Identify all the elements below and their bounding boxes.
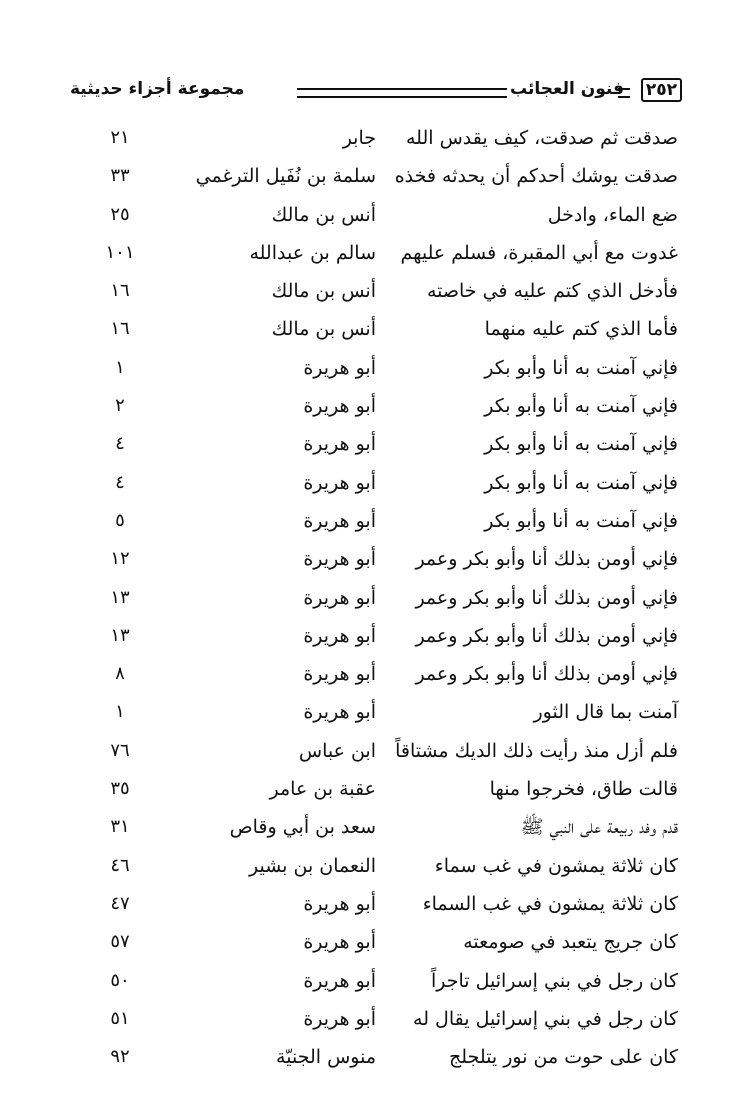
hadith-number: ٨: [115, 663, 125, 685]
hadith-number: ٩٢: [110, 1046, 130, 1068]
hadith-number: ١٣: [110, 586, 130, 608]
hadith-number: ٤٦: [110, 854, 130, 876]
hadith-opening-text: فإني أومن بذلك أنا وأبو بكر وعمر: [415, 586, 678, 609]
hadith-number: ٧٦: [110, 739, 130, 761]
hadith-number: ٢٥: [110, 203, 130, 225]
page-header: [70, 72, 682, 110]
index-row: [0, 502, 756, 540]
header-rule: [297, 88, 507, 98]
hadith-opening-text: كان ثلاثة يمشون في غب سماء: [434, 854, 678, 877]
narrator-name: أنس بن مالك: [271, 280, 376, 303]
hadith-opening-text: قدم وفد ربيعة على النبي ﷺ: [520, 816, 678, 839]
hadith-opening-text: كان ثلاثة يمشون في غب السماء: [422, 892, 678, 915]
hadith-number: ٥١: [110, 1007, 130, 1029]
narrator-name: ابن عباس: [298, 739, 376, 762]
hadith-number: ٢١: [110, 127, 130, 148]
hadith-number: ٢: [115, 395, 125, 417]
hadith-number: ٤: [115, 433, 125, 455]
hadith-number: ٥٧: [110, 931, 130, 953]
hadith-opening-text: فإني أومن بذلك أنا وأبو بكر وعمر: [415, 663, 678, 686]
hadith-number: ٣١: [110, 816, 130, 838]
index-row: [0, 617, 756, 655]
index-row: [0, 579, 756, 617]
hadith-number: ١٦: [110, 318, 130, 340]
index-row: [0, 923, 756, 961]
hadith-opening-text: كان جريج يتعبد في صومعته: [463, 931, 678, 954]
page-number: ٢٥٢: [641, 78, 682, 102]
hadith-number: ٥: [115, 509, 125, 531]
narrator-name: سالم بن عبدالله: [249, 241, 376, 264]
index-row: [0, 770, 756, 808]
narrator-name: جابر: [342, 127, 376, 149]
index-row: [0, 310, 756, 348]
hadith-number: ٥٠: [110, 969, 130, 991]
index-row: [0, 464, 756, 502]
narrator-name: أنس بن مالك: [271, 318, 376, 341]
hadith-opening-text: فإني آمنت به أنا وأبو بكر: [484, 509, 678, 532]
index-row: [0, 847, 756, 885]
index-row: [0, 196, 756, 234]
index-row: [0, 272, 756, 310]
hadith-opening-text: فإني أومن بذلك أنا وأبو بكر وعمر: [415, 624, 678, 647]
narrator-name: أبو هريرة: [303, 931, 376, 954]
hadith-opening-text: صدقت ثم صدقت، كيف يقدس الله: [405, 127, 678, 149]
index-row: [0, 119, 756, 157]
hadith-number: ١: [115, 701, 125, 723]
index-row: [0, 425, 756, 463]
narrator-name: أبو هريرة: [303, 1007, 376, 1030]
hadith-opening-text: ضع الماء، وادخل: [547, 203, 678, 226]
hadith-opening-text: فإني آمنت به أنا وأبو بكر: [484, 395, 678, 418]
hadith-opening-text: فإني آمنت به أنا وأبو بكر: [484, 356, 678, 379]
hadith-number: ١: [115, 356, 125, 378]
narrator-name: أبو هريرة: [303, 663, 376, 686]
hadith-opening-text: كان رجل في بني إسرائيل تاجراً: [430, 969, 678, 992]
hadith-opening-text: كان على حوت من نور يتلجلج: [449, 1046, 678, 1069]
hadith-opening-text: فإني آمنت به أنا وأبو بكر: [484, 471, 678, 494]
narrator-name: عقبة بن عامر: [269, 778, 376, 801]
narrator-name: سعد بن أبي وقاص: [229, 816, 376, 839]
hadith-opening-text: صدقت يوشك أحدكم أن يحدثه فخذه: [394, 165, 678, 188]
narrator-name: أبو هريرة: [303, 548, 376, 571]
index-row: [0, 157, 756, 195]
hadith-number: ١٦: [110, 280, 130, 302]
narrator-name: أبو هريرة: [303, 509, 376, 532]
index-row: [0, 1038, 756, 1076]
narrator-name: أبو هريرة: [303, 701, 376, 724]
index-row: [0, 732, 756, 770]
hadith-number: ١٢: [110, 548, 130, 570]
narrator-name: أبو هريرة: [303, 624, 376, 647]
narrator-name: أبو هريرة: [303, 471, 376, 494]
index-row: [0, 1000, 756, 1038]
narrator-name: أبو هريرة: [303, 586, 376, 609]
narrator-name: النعمان بن بشير: [249, 854, 376, 877]
index-row: [0, 808, 756, 846]
hadith-number: ١٣: [110, 624, 130, 646]
narrator-name: أبو هريرة: [303, 892, 376, 915]
hadith-opening-text: فإني آمنت به أنا وأبو بكر: [484, 433, 678, 456]
narrator-name: أبو هريرة: [303, 395, 376, 418]
index-row: [0, 962, 756, 1000]
narrator-name: أبو هريرة: [303, 969, 376, 992]
hadith-opening-text: غدوت مع أبي المقبرة، فسلم عليهم: [400, 241, 678, 264]
index-row: [0, 885, 756, 923]
hadith-number: ٤٧: [110, 892, 130, 914]
hadith-index-list: [0, 119, 756, 1076]
narrator-name: منوس الجنيّة: [276, 1046, 376, 1069]
index-row: [0, 655, 756, 693]
hadith-opening-text: كان رجل في بني إسرائيل يقال له: [413, 1007, 678, 1030]
narrator-name: أنس بن مالك: [271, 203, 376, 226]
hadith-opening-text: فلم أزل منذ رأيت ذلك الديك مشتاقاً: [395, 739, 678, 762]
narrator-name: أبو هريرة: [303, 433, 376, 456]
hadith-opening-text: فإني أومن بذلك أنا وأبو بكر وعمر: [415, 548, 678, 571]
book-title: فنون العجائب: [510, 79, 624, 99]
narrator-name: سلمة بن نُفَيل الترغمي: [195, 165, 376, 188]
index-row: [0, 693, 756, 731]
hadith-opening-text: آمنت بما قال الثور: [533, 701, 678, 724]
hadith-number: ٤: [115, 471, 125, 493]
narrator-name: أبو هريرة: [303, 356, 376, 379]
hadith-opening-text: قالت طاق، فخرجوا منها: [489, 778, 678, 801]
hadith-number: ٣٥: [110, 778, 130, 800]
index-row: [0, 540, 756, 578]
hadith-opening-text: فأما الذي كتم عليه منهما: [484, 318, 678, 341]
hadith-number: ٣٣: [110, 165, 130, 187]
hadith-opening-text: فأدخل الذي كتم عليه في خاصته: [426, 280, 678, 303]
series-title: مجموعة أجزاء حديثية: [70, 79, 245, 99]
index-row: [0, 234, 756, 272]
index-row: [0, 387, 756, 425]
index-row: [0, 349, 756, 387]
hadith-number: ١٠١: [105, 241, 135, 263]
